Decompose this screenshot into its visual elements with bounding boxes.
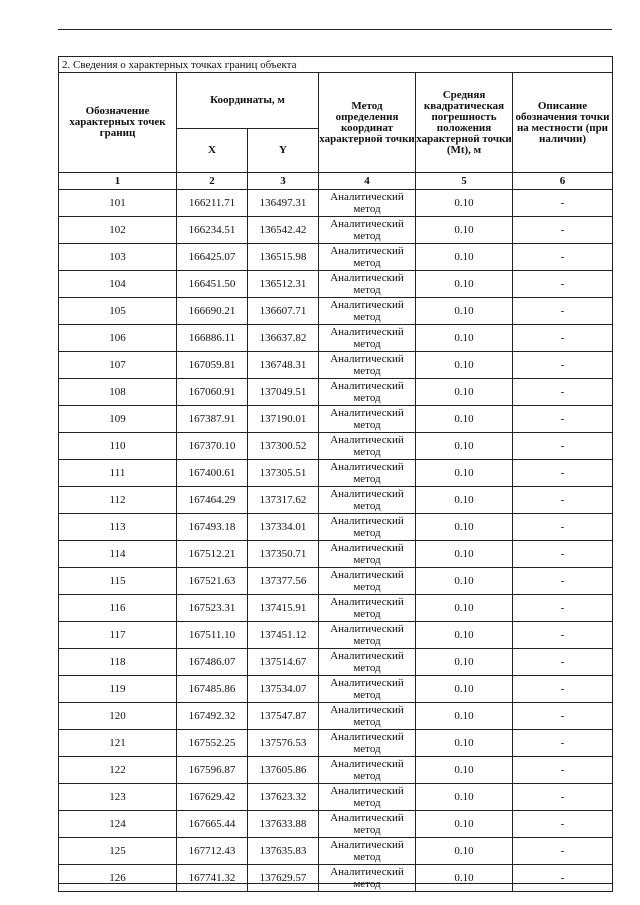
description-cell: -: [513, 703, 613, 730]
table-row: [59, 703, 613, 730]
accuracy-cell: 0.10: [416, 568, 513, 595]
description-cell: -: [513, 298, 613, 325]
table-row: [59, 406, 613, 433]
point-cell: 104: [59, 271, 177, 298]
header-x: X: [177, 129, 248, 173]
column-number: 4: [319, 173, 416, 190]
table-row: [59, 568, 613, 595]
description-cell: -: [513, 541, 613, 568]
accuracy-cell: 0.10: [416, 838, 513, 865]
x-cell: 167060.91: [177, 379, 248, 406]
point-cell: 105: [59, 298, 177, 325]
y-cell: 136607.71: [248, 298, 319, 325]
description-cell: -: [513, 757, 613, 784]
point-cell: 103: [59, 244, 177, 271]
point-cell: 126: [59, 865, 177, 892]
description-cell: -: [513, 784, 613, 811]
y-cell: 137547.87: [248, 703, 319, 730]
point-cell: 101: [59, 190, 177, 217]
method-cell: Аналитический метод: [319, 703, 416, 730]
description-cell: -: [513, 406, 613, 433]
accuracy-cell: 0.10: [416, 271, 513, 298]
accuracy-cell: 0.10: [416, 325, 513, 352]
point-cell: 112: [59, 487, 177, 514]
accuracy-cell: 0.10: [416, 703, 513, 730]
accuracy-cell: 0.10: [416, 460, 513, 487]
x-cell: 167387.91: [177, 406, 248, 433]
method-cell: Аналитический метод: [319, 352, 416, 379]
point-cell: 122: [59, 757, 177, 784]
y-cell: 136748.31: [248, 352, 319, 379]
point-cell: 107: [59, 352, 177, 379]
table-row: [59, 838, 613, 865]
x-cell: 166425.07: [177, 244, 248, 271]
table-row: [59, 730, 613, 757]
table-row: [59, 325, 613, 352]
accuracy-cell: 0.10: [416, 595, 513, 622]
header-y: Y: [248, 129, 319, 173]
x-cell: 167521.63: [177, 568, 248, 595]
table-row: [59, 217, 613, 244]
header-accuracy: Средняя квадратическая погрешность положения характерной точки (Mt), м: [416, 73, 513, 173]
method-cell: Аналитический метод: [319, 190, 416, 217]
x-cell: 167370.10: [177, 433, 248, 460]
header-coordinates: Координаты, м: [177, 73, 319, 129]
y-cell: 136542.42: [248, 217, 319, 244]
table-body: [59, 190, 613, 892]
y-cell: 137514.67: [248, 649, 319, 676]
method-cell: Аналитический метод: [319, 676, 416, 703]
description-cell: -: [513, 217, 613, 244]
accuracy-cell: 0.10: [416, 730, 513, 757]
table-row: [59, 460, 613, 487]
table-row: [59, 757, 613, 784]
point-cell: 121: [59, 730, 177, 757]
x-cell: 167665.44: [177, 811, 248, 838]
description-cell: -: [513, 649, 613, 676]
point-cell: 111: [59, 460, 177, 487]
x-cell: 167596.87: [177, 757, 248, 784]
x-cell: 167400.61: [177, 460, 248, 487]
method-cell: Аналитический метод: [319, 595, 416, 622]
description-cell: -: [513, 352, 613, 379]
column-number: 1: [59, 173, 177, 190]
method-cell: Аналитический метод: [319, 838, 416, 865]
header-description: Описание обозначения точки на местности (при наличии): [513, 73, 613, 173]
description-cell: -: [513, 811, 613, 838]
description-cell: -: [513, 460, 613, 487]
description-cell: -: [513, 622, 613, 649]
table-row: [59, 379, 613, 406]
column-number: 5: [416, 173, 513, 190]
method-cell: Аналитический метод: [319, 271, 416, 298]
x-cell: 166211.71: [177, 190, 248, 217]
y-cell: 136637.82: [248, 325, 319, 352]
x-cell: 166886.11: [177, 325, 248, 352]
section-title: 2. Сведения о характерных точках границ объекта: [59, 57, 613, 73]
y-cell: 137300.52: [248, 433, 319, 460]
table-row: [59, 541, 613, 568]
point-cell: 108: [59, 379, 177, 406]
point-cell: 118: [59, 649, 177, 676]
x-cell: 167552.25: [177, 730, 248, 757]
point-cell: 102: [59, 217, 177, 244]
y-cell: 137305.51: [248, 460, 319, 487]
description-cell: -: [513, 865, 613, 892]
description-cell: -: [513, 325, 613, 352]
y-cell: 137049.51: [248, 379, 319, 406]
accuracy-cell: 0.10: [416, 406, 513, 433]
point-cell: 109: [59, 406, 177, 433]
y-cell: 137377.56: [248, 568, 319, 595]
x-cell: 167464.29: [177, 487, 248, 514]
table-row: [59, 595, 613, 622]
description-cell: -: [513, 730, 613, 757]
bottom-rule: [58, 883, 612, 884]
method-cell: Аналитический метод: [319, 541, 416, 568]
table-row: [59, 811, 613, 838]
description-cell: -: [513, 514, 613, 541]
accuracy-cell: 0.10: [416, 244, 513, 271]
method-cell: Аналитический метод: [319, 433, 416, 460]
method-cell: Аналитический метод: [319, 784, 416, 811]
method-cell: Аналитический метод: [319, 730, 416, 757]
y-cell: 137190.01: [248, 406, 319, 433]
description-cell: -: [513, 595, 613, 622]
point-cell: 117: [59, 622, 177, 649]
header-designation: Обозначение характерных точек границ: [59, 73, 177, 173]
column-number: 6: [513, 173, 613, 190]
x-cell: 167712.43: [177, 838, 248, 865]
accuracy-cell: 0.10: [416, 865, 513, 892]
x-cell: 167493.18: [177, 514, 248, 541]
table-row: [59, 865, 613, 892]
table-row: [59, 514, 613, 541]
description-cell: -: [513, 244, 613, 271]
point-cell: 110: [59, 433, 177, 460]
accuracy-cell: 0.10: [416, 811, 513, 838]
method-cell: Аналитический метод: [319, 487, 416, 514]
table-row: [59, 352, 613, 379]
table-row: [59, 271, 613, 298]
y-cell: 137350.71: [248, 541, 319, 568]
y-cell: 136512.31: [248, 271, 319, 298]
accuracy-cell: 0.10: [416, 649, 513, 676]
y-cell: 137629.57: [248, 865, 319, 892]
description-cell: -: [513, 568, 613, 595]
description-cell: -: [513, 487, 613, 514]
y-cell: 137576.53: [248, 730, 319, 757]
y-cell: 137635.83: [248, 838, 319, 865]
point-cell: 119: [59, 676, 177, 703]
point-cell: 115: [59, 568, 177, 595]
table-row: [59, 487, 613, 514]
method-cell: Аналитический метод: [319, 406, 416, 433]
method-cell: Аналитический метод: [319, 514, 416, 541]
accuracy-cell: 0.10: [416, 514, 513, 541]
x-cell: 167486.07: [177, 649, 248, 676]
table-row: [59, 298, 613, 325]
accuracy-cell: 0.10: [416, 190, 513, 217]
method-cell: Аналитический метод: [319, 460, 416, 487]
table-row: [59, 190, 613, 217]
y-cell: 137534.07: [248, 676, 319, 703]
x-cell: 167485.86: [177, 676, 248, 703]
accuracy-cell: 0.10: [416, 433, 513, 460]
accuracy-cell: 0.10: [416, 217, 513, 244]
point-cell: 114: [59, 541, 177, 568]
y-cell: 136515.98: [248, 244, 319, 271]
point-cell: 113: [59, 514, 177, 541]
x-cell: 167629.42: [177, 784, 248, 811]
method-cell: Аналитический метод: [319, 379, 416, 406]
accuracy-cell: 0.10: [416, 541, 513, 568]
point-cell: 124: [59, 811, 177, 838]
point-cell: 106: [59, 325, 177, 352]
x-cell: 167511.10: [177, 622, 248, 649]
description-cell: -: [513, 379, 613, 406]
column-number: 2: [177, 173, 248, 190]
accuracy-cell: 0.10: [416, 352, 513, 379]
point-cell: 123: [59, 784, 177, 811]
method-cell: Аналитический метод: [319, 649, 416, 676]
description-cell: -: [513, 271, 613, 298]
description-cell: -: [513, 433, 613, 460]
y-cell: 137605.86: [248, 757, 319, 784]
x-cell: 167741.32: [177, 865, 248, 892]
method-cell: Аналитический метод: [319, 325, 416, 352]
table-row: [59, 784, 613, 811]
accuracy-cell: 0.10: [416, 622, 513, 649]
point-cell: 120: [59, 703, 177, 730]
x-cell: 167059.81: [177, 352, 248, 379]
method-cell: Аналитический метод: [319, 811, 416, 838]
method-cell: Аналитический метод: [319, 217, 416, 244]
accuracy-cell: 0.10: [416, 676, 513, 703]
point-cell: 125: [59, 838, 177, 865]
x-cell: 167492.32: [177, 703, 248, 730]
x-cell: 167512.21: [177, 541, 248, 568]
y-cell: 137317.62: [248, 487, 319, 514]
method-cell: Аналитический метод: [319, 568, 416, 595]
method-cell: Аналитический метод: [319, 298, 416, 325]
table-row: [59, 649, 613, 676]
description-cell: -: [513, 190, 613, 217]
x-cell: 166690.21: [177, 298, 248, 325]
accuracy-cell: 0.10: [416, 487, 513, 514]
y-cell: 137334.01: [248, 514, 319, 541]
method-cell: Аналитический метод: [319, 244, 416, 271]
header-method: Метод определения координат характерной точки: [319, 73, 416, 173]
method-cell: Аналитический метод: [319, 865, 416, 892]
accuracy-cell: 0.10: [416, 379, 513, 406]
table-row: [59, 244, 613, 271]
description-cell: -: [513, 838, 613, 865]
y-cell: 137415.91: [248, 595, 319, 622]
y-cell: 136497.31: [248, 190, 319, 217]
accuracy-cell: 0.10: [416, 298, 513, 325]
method-cell: Аналитический метод: [319, 757, 416, 784]
accuracy-cell: 0.10: [416, 784, 513, 811]
column-number: 3: [248, 173, 319, 190]
boundary-points-table: [58, 56, 613, 892]
description-cell: -: [513, 676, 613, 703]
table-row: [59, 433, 613, 460]
table-row: [59, 676, 613, 703]
x-cell: 166451.50: [177, 271, 248, 298]
table-row: [59, 622, 613, 649]
top-rule: [58, 29, 612, 30]
accuracy-cell: 0.10: [416, 757, 513, 784]
method-cell: Аналитический метод: [319, 622, 416, 649]
y-cell: 137451.12: [248, 622, 319, 649]
y-cell: 137623.32: [248, 784, 319, 811]
point-cell: 116: [59, 595, 177, 622]
x-cell: 167523.31: [177, 595, 248, 622]
y-cell: 137633.88: [248, 811, 319, 838]
x-cell: 166234.51: [177, 217, 248, 244]
